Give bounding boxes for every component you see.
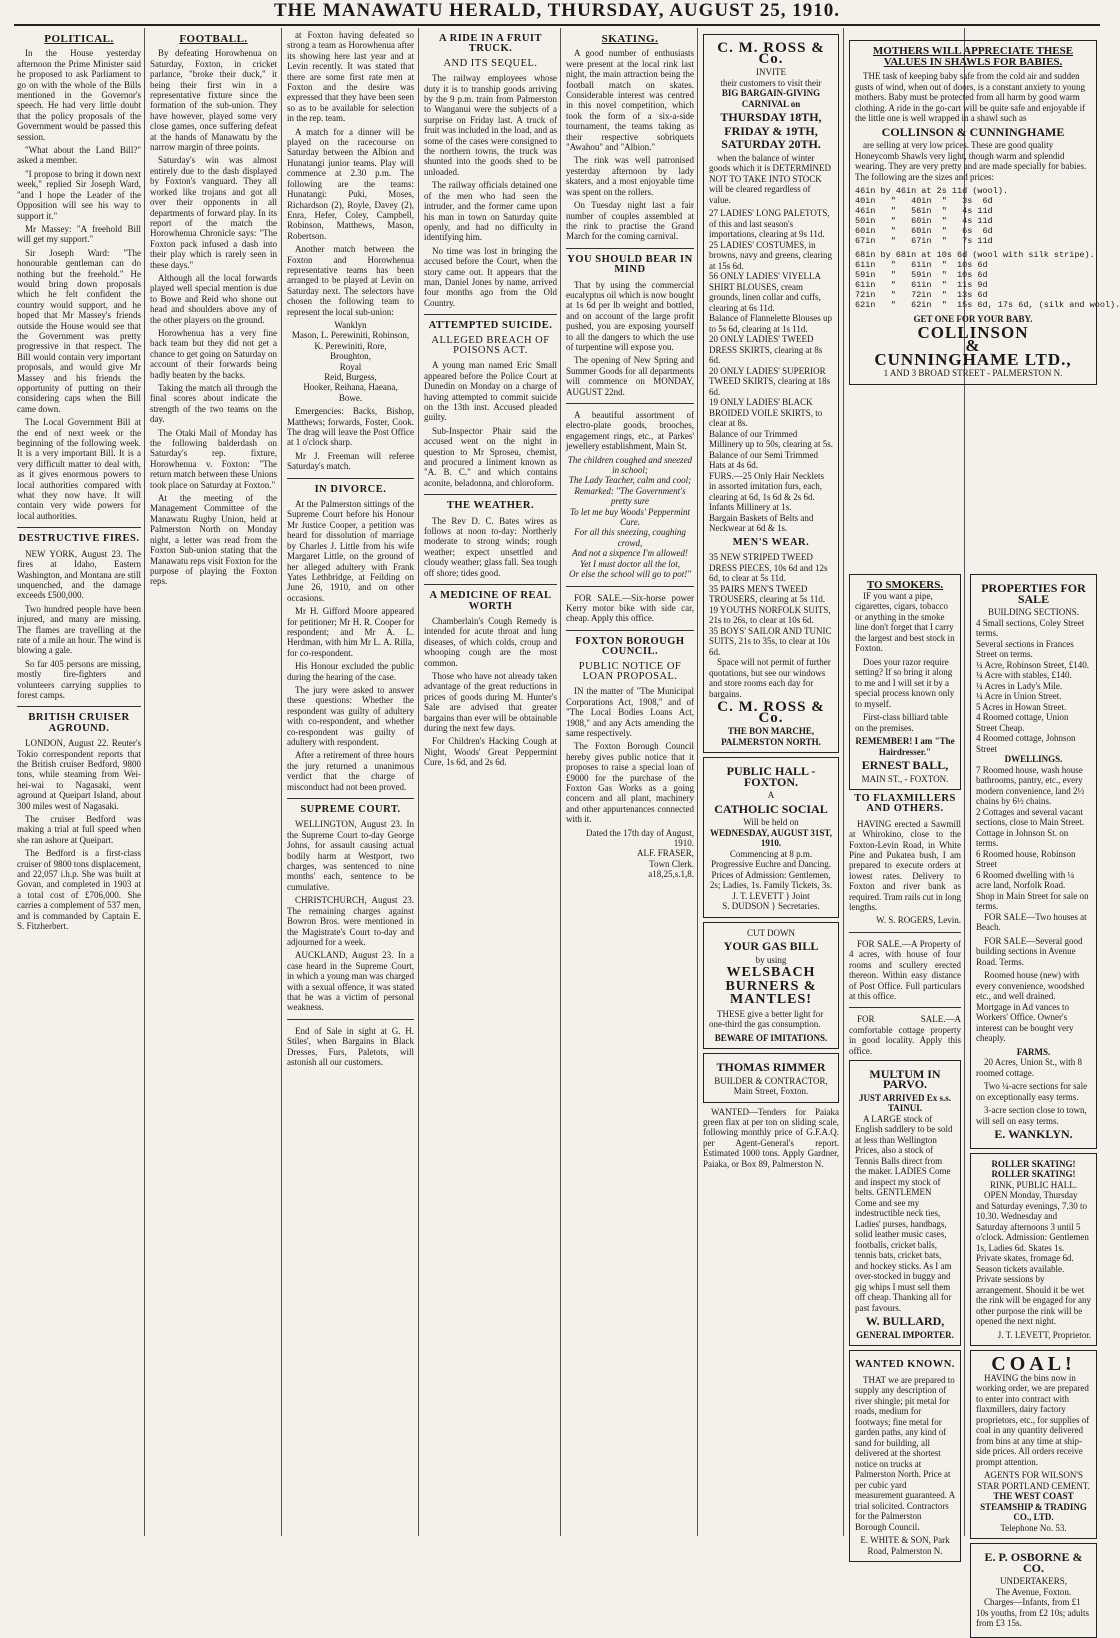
heading-weather: THE WEATHER.	[446, 500, 535, 512]
article-paragraph: The rink was well patronised yesterday afternoon by lady skaters, and a most enjoyable time was spent on the rollers.	[566, 155, 694, 197]
ad-line: MAIN ST., - FOXTON.	[861, 773, 949, 784]
ad-paragraph: when the balance of winter goods which it is DETERMINED NOT TO TAKE INTO STOCK will be cleared regardless of value.	[709, 152, 831, 205]
article-paragraph: The railway employees whose duty it is to tranship goods arriving by the 9 p.m. train from Palmerston to Wanganui were the subjects of a surprise on Friday last. A truck of fruit was included in the load, and as some of the cases were consigned to the northern towns, the truck was shunted into the goods shed to be unloaded.	[424, 73, 557, 177]
article-paragraph: The cruiser Bedford was making a trial at full speed when she ran ashore at Queipart.	[17, 814, 141, 845]
ad-date: 18TH,	[789, 110, 822, 124]
column-1	[14, 30, 144, 1534]
ad-line: Progressive Euchre and Dancing.	[711, 859, 831, 869]
ad-line: PALMERSTON NORTH.	[721, 736, 821, 747]
ad-line: Commencing at 8 p.m.	[729, 848, 813, 859]
heading-destructive-fires: DESTRUCTIVE FIRES.	[18, 533, 140, 545]
shawl-advert	[846, 30, 1120, 378]
article-paragraph: Those who have not already taken advantage of the great reductions in prices of goods during M. Hunter's Sale are advised that greater bargains than ever will be obtainable during the next few days.	[424, 670, 557, 733]
heading-mens-wear: MEN'S WEAR.	[732, 536, 810, 548]
section-divider	[566, 586, 694, 587]
article-paragraph: Two hundred people have been injured, and many are missing. The flames are travelling at the rate of a mile an hour. The wind is blowing a gale.	[17, 603, 141, 656]
ad-line: by using	[755, 954, 787, 965]
ad-headline: TO SMOKERS.	[866, 579, 944, 591]
cm-ross-advert	[703, 34, 839, 753]
ad-line: CUT DOWN	[746, 927, 796, 938]
article-paragraph: Saturday's win was almost entirely due to the dash displayed by Foxton's vanguard. They all worked like trojans and got all over their opponents in all departments of forward play. In its report of the match the Horowhenua Chronicle says: "The Foxton pack infused a dash into their play which is rarely seen in these days."	[150, 155, 277, 270]
article-paragraph: At the Palmerston sittings of the Supreme Court before his Honour Mr Justice Cooper, a petition was heard for dissolution of marriage by Charles J. Little from his wife Margaret Little, on the ground of her alleged adultery with Frank Yates Lethbridge, at Feilding on June 26, 1910, and on other occasions.	[287, 499, 414, 603]
article-paragraph: Emergencies: Backs, Bishop, Matthews; forwards, Foster, Cook. The drag will leave the Post Office at 1 o'clock sharp.	[287, 406, 414, 448]
properties-advert	[970, 574, 1097, 1149]
article-paragraph: Taking the match all through the final scores about indicate the strength of the two teams on the day.	[150, 383, 277, 425]
ad-headline: MOTHERS WILL APPRECIATE THESE	[872, 45, 1074, 57]
column-divider	[697, 28, 698, 1536]
ad-paragraph: Space will not permit of further quotations, but see our windows and store rooms each day for bargains.	[709, 657, 831, 699]
ad-paragraph: Two ¼-acre sections for sale on exceptionally easy terms.	[976, 1081, 1088, 1102]
heading-supreme-court: SUPREME COURT.	[300, 804, 401, 816]
section-divider	[566, 248, 694, 249]
article-paragraph: LONDON, August 22. Reuter's Tokio correspondent reports that the British cruiser Bedford, 9800 tons, while steaming from Wei-hei-wai to Nagasaki, went aground at Queipart Island, about 300 miles west of Nagasaki.	[17, 738, 141, 811]
heading-flaxmillers: TO FLAXMILLERS AND OTHERS.	[854, 793, 956, 815]
article-paragraph: The jury were asked to answer these questions: Whether the respondent was guilty of adultery with co-respondent, and whether co-respondent was guilty of adultery with respondent.	[287, 684, 414, 747]
column-6	[700, 30, 842, 1534]
heading-bear-in-mind: YOU SHOULD BEAR IN MIND	[567, 253, 693, 276]
ad-paragraph: FOR SALE—Two houses at Beach.	[976, 911, 1087, 932]
ad-line: Telephone No. 53.	[1000, 1522, 1067, 1533]
column-8	[967, 570, 1100, 1628]
ad-day: THURSDAY	[720, 110, 787, 124]
article-paragraph: AUCKLAND, August 23. In a case heard in the Supreme Court, in which a young man was charged with a sexual offence, it was stated that he was a victim of personal weakness.	[287, 950, 414, 1013]
column-divider	[144, 28, 145, 1536]
ad-paragraph: are selling at very low prices. These are good quality Honeycomb Shawls very light, though warm and splendid wearing. They are very pretty and are made specially for babies. The following are the sizes and prices:	[855, 140, 1087, 182]
article-paragraph: No time was lost in bringing the accused before the Court, when the story came out. It appears that the man, Daniel Jones by name, arrived four months ago from the Old Country.	[424, 245, 557, 308]
section-divider	[849, 1007, 961, 1008]
company-address: 1 AND 3 BROAD STREET - PALMERSTON N.	[883, 368, 1063, 378]
section-divider	[849, 932, 961, 933]
section-divider	[287, 798, 414, 799]
classified-ad: WANTED—Tenders for Paiaka green flax at per ton on sliding scale, following monthly price of G.F.A.Q. per Agent-General's report. Estimated 1000 tons. Apply Gardner, Paiaka, or Box 89, Palmerston N.	[703, 1106, 839, 1169]
ad-signature: J. T. LEVETT, Proprietor.	[997, 1329, 1091, 1340]
ad-paragraph: Charges—Infants, from £1 10s youths, from £2 10s; adults from £3 15s.	[976, 1597, 1090, 1628]
ad-items: 35 NEW STRIPED TWEED DRESS PIECES, 10s 6d and 12s 6d, to clear at 5s 11d. 35 PAIRS MEN'S TWEED TROUSERS, clearing at 5s 11d. 19 YOUTHS NORFOLK SUITS, 21s to 26s, to clear at 10s 6d. 35 BOYS' SAILOR AND TUNIC SUITS, 21s to 35s, to clear at 10s 6d.	[709, 552, 832, 657]
article-paragraph: For Children's Hacking Cough at Night, Woods' Great Peppermint Cure, 1s 6d, and 2s 6d.	[424, 736, 557, 768]
ad-line: REMEMBER! I am "The Hairdresser."	[855, 736, 955, 757]
article-paragraph: His Honour excluded the public during the hearing of the case.	[287, 661, 414, 682]
article-paragraph: Mr H. Gifford Moore appeared for petitioner; Mr H. R. Cooper for respondent; and Mr A. L. Herdman, with him Mr L. A. Rilla, for co-respondent.	[287, 606, 414, 658]
column-divider	[843, 28, 844, 1536]
ad-headline: PROPERTIES FOR SALE	[981, 581, 1086, 606]
ad-paragraph: HAVING erected a Sawmill at Whirokino, close to the Foxton-Levin Road, in White Pine and Pukatea bush, I am prepared to execute orders at lowest rates. Delivery to Foxton and river bank as required. Tram rails cut in long lengths.	[849, 818, 961, 913]
article-paragraph: The Otaki Mail of Monday has the following balderdash on Saturday's rep. fixture, Horowhenua v. Foxton: "The return match between these Unions took place on Saturday at Foxton."	[150, 427, 277, 490]
ad-paragraph: THE task of keeping baby safe from the cold air and sudden gusts of wind, when out of doors, is a constant anxiety to young mothers. Baby must be protected from all harm by good warm clothing. A ride in the go-cart will be quite safe and enjoyable if the little one is well wrapped in a shawl such as	[855, 71, 1086, 123]
article-paragraph: Although all the local forwards played well special mention is due to Bowe and Reid who shone out head and shoulders above any of the other players on the ground.	[150, 272, 277, 325]
ad-paragraph: 3-acre section close to town, will sell on easy terms.	[976, 1105, 1087, 1126]
article-paragraph: A young man named Eric Small appeared before the Police Court at Dunedin on Monday on a charge of having attempted to commit suicide on the 13th inst. Accused pleaded guilty.	[424, 360, 557, 423]
ad-line: Prices of Admission: Gentlemen, 2s; Ladies, 1s. Family Tickets, 3s.	[709, 869, 833, 890]
brand-name: COLLINSON & CUNNINGHAME	[881, 124, 1065, 139]
ad-line: INVITE	[756, 67, 786, 77]
ad-line: UNDERTAKERS,	[1000, 1576, 1067, 1586]
ad-headline: ROLLER SKATING! ROLLER SKATING!	[991, 1158, 1076, 1179]
ad-line: CATHOLIC SOCIAL	[714, 801, 828, 816]
ad-line: JUST ARRIVED Ex s.s. TAINUI.	[858, 1092, 952, 1114]
article-paragraph: Chamberlain's Cough Remedy is intended for acute throat and lung diseases, of which colds, croup and whooping cough are the most common.	[424, 615, 557, 668]
roller-skating-advert	[970, 1153, 1097, 1347]
heading-fruit-truck: A RIDE IN A FRUIT TRUCK.	[438, 33, 543, 55]
column-5	[563, 30, 697, 1534]
article-paragraph: The railway officials detained one of the men who had seen the intruder, and the former came upon his man in town on Saturday quite openly, and had no difficulty in identifying him.	[424, 180, 557, 243]
ad-headline: COAL!	[991, 1353, 1076, 1375]
ad-items: 27 LADIES' LONG PALETOTS, of this and last season's importations, clearing at 9s 11d. 25 LADIES' COSTUMES, in browns, navy and greens, clearing at 15s 6d. 56 ONLY LADIES' VIYELLA SHIRT BLOUSES, cream grounds, linen collar and cuffs, clearing at 6s 11d. Balance of Flannelette Blouses up to 5s 6d, clearing at 1s 11d. 20 ONLY LADIES' TWEED DRESS SKIRTS, clearing at 8s 6d. 20 ONLY LADIES' SUPERIOR TWEED SKIRTS, clearing at 18s 6d. 19 ONLY LADIES' BLACK BROIDED VOILE SKIRTS, to clear at 8s. Balance of our Trimmed Millinery up to 50s, clearing at 5s. Balance of our Semi Trimmed Hats at 4s 6d. FURS.—25 Only Hair Necklets in assorted imitation furs, each, clearing at 6d, 1s 6d & 2s 6d. Infants Millinery at 1s. Bargain Baskets of Belts and Neckwear at 6d & 1s.	[709, 208, 833, 533]
article-paragraph: A beautiful assortment of electro-plate goods, brooches, engagement rings, etc., at Parkes' jewellery establishment, Main St.	[566, 410, 694, 452]
heading-borough-council: FOXTON BOROUGH COUNCIL.	[575, 635, 685, 658]
ad-subheading: RINK, PUBLIC HALL.	[990, 1179, 1077, 1190]
section-divider	[17, 706, 141, 707]
ad-line: BEWARE OF IMITATIONS.	[714, 1032, 828, 1043]
ad-line: YOUR GAS BILL	[723, 939, 819, 953]
multum-advert	[849, 1060, 961, 1347]
ad-line: A	[767, 790, 775, 800]
ad-paragraph: IF you want a pipe, cigarettes, cigars, tobacco or anything in the smoke line don't forget that I carry the largest and best stock in Foxton.	[855, 590, 955, 653]
heading-attempted-suicide: ATTEMPTED SUICIDE.	[428, 320, 553, 332]
welsbach-advert	[703, 922, 839, 1050]
advertiser-name: W. BULLARD,	[865, 1314, 945, 1329]
article-paragraph: "What about the Land Bill?" asked a member.	[17, 145, 141, 166]
ad-line: BURNERS &	[725, 978, 817, 994]
section-divider	[424, 314, 557, 315]
article-paragraph: On Tuesday night last a fair number of couples assembled at the rink to practise the Grand March for the coming carnival.	[566, 200, 694, 242]
advertiser-name: C. M. ROSS & Co.	[717, 699, 825, 726]
ad-headline: WANTED KNOWN.	[855, 1359, 955, 1371]
property-list: 7 Roomed house, wash house bathrooms, pantry, etc., every modern convenience, land 2½ chains by 6½ chains. 2 Cottages and several vacant sections, close to Main Street. Cottage in Johnson St. on terms. 6 Roomed house, Robinson Street 6 Roomed dwelling with ¼ acre land, Norfolk Road. Shop in Main Street for sale on terms.	[976, 764, 1089, 911]
ad-line: Main Street, Foxton.	[733, 1086, 809, 1096]
article-paragraph: IN the matter of "The Municipal Corporations Act, 1908," and of "The Local Bodies Loans Act, 1908," and any Acts amending the same respectively.	[566, 686, 694, 738]
ad-paragraph: FOR SALE—Several good building sections in Avenue Road. Terms.	[976, 935, 1083, 967]
ad-date-line	[709, 112, 833, 123]
ad-paragraph: HAVING the bins now in working order, we are prepared to enter into contract with flaxmillers, dairy factory proprietors, etc., for supplies of coal in any quantity delivered from bins at any time at ship-side prices. All orders receive prompt attention.	[976, 1372, 1090, 1467]
shawl-advert-box	[849, 40, 1120, 385]
subheading: PUBLIC NOTICE OF LOAN PROPOSAL.	[578, 660, 682, 682]
article-paragraph: at Foxton having defeated so strong a team as Horowhenua after its showing here last year and at Levin recently. It was stated that there are some first rate men at Foxton and the desire was expressed that they have been seen so as to be available for selection in the rep. team.	[287, 30, 414, 124]
company-name: &	[965, 336, 981, 355]
call-to-action: GET ONE FOR YOUR BABY.	[913, 314, 1033, 324]
column-4	[421, 30, 560, 1534]
article-paragraph: The opening of New Spring and Summer Goods for all departments will commence on MONDAY, AUGUST 22nd.	[566, 355, 694, 397]
ad-subheading: FARMS.	[1016, 1046, 1051, 1057]
heading-political: POLITICAL.	[44, 33, 114, 45]
masthead: THE MANAWATU HERALD, THURSDAY, AUGUST 25, 1910.	[273, 0, 841, 21]
price-table: 68in by 68in at 10s 6d (wool with silk stripe). 61in " 61in " 10s 6d 59in " 59in " 10s 6d 61in " 61in " 11s 9d 72in " 72in " 13s 6d 62in " 62in " 15s 6d, 17s 6d, (silk and wool).	[855, 250, 1120, 310]
section-divider	[287, 1019, 414, 1020]
advertiser-name: C. M. ROSS & Co.	[717, 40, 825, 67]
column-3	[284, 30, 417, 1534]
article-paragraph: At the meeting of the Management Committee of the Manawatu Rugby Union, held at Palmerston North on Monday night, a letter was read from the Foxton Sub-union stating that the Manawatu reps visit Foxton for the purpose of playing the Foxton reps.	[150, 493, 277, 587]
ad-paragraph: A LARGE stock of English saddlery to be sold at less than Wellington Prices, also a stock of Tennis Balls direct from the maker. LADIES Come and inspect my stock of belts. GENTLEMEN Come and see my indestructible neck ties, Ladies' purses, handbags, solid leather music cases, footballs, cricket balls, tennis bats, cricket bats, and hockey sticks. As I am over-stocked in buggy and gig whips I must sell them off cheap. Thanking all for past favours.	[855, 1113, 953, 1313]
company-name: CUNNINGHAME LTD.,	[874, 349, 1072, 369]
ad-paragraph: OPEN Monday, Thursday and Saturday evenings, 7.30 to 10.30. Wednesday and Saturday afternoons 3 until 5 o'clock. Admission: Gentlemen 1s, Ladies 6d. Skates 1s. Private skates, fromage 6d. Season tickets available. Private sessions by arrangement. Should it be wet the rink will be engaged for any other purpose the rink will be opened the next night.	[976, 1190, 1091, 1326]
article-paragraph: So far 405 persons are missing, mostly fire-fighters and volunteers carrying supplies to forest camps.	[17, 658, 141, 700]
ad-line: their customers to visit their	[720, 77, 822, 88]
subheading: ALLEGED BREACH OF POISONS ACT.	[431, 334, 550, 356]
article-paragraph: The Bedford is a first-class cruiser of 9800 tons displacement, and 22,057 i.h.p. She was built at Govan, and completed in 1903 at a total cost of £706,000. She carries a complement of 537 men, and is commanded by Captain E. S. Fitzherbert.	[17, 848, 141, 932]
column-divider	[560, 28, 561, 1536]
ad-line: GENERAL IMPORTER.	[856, 1329, 954, 1340]
column-divider	[281, 28, 282, 1536]
coal-advert	[970, 1350, 1097, 1539]
article-paragraph: Sub-Inspector Phair said the accused went on the night in question to Mr Sproseu, chemist, and procured a liniment known as "A. B. C." and which contains aconite, beladonna, and chloroform.	[424, 425, 557, 488]
ad-date: 20TH.	[788, 137, 821, 151]
section-divider	[424, 494, 557, 495]
column-7-lower	[846, 570, 964, 1556]
ad-paragraph: 20 Acres, Union St., with 8 roomed cottage.	[976, 1057, 1082, 1078]
notice-signature: Dated the 17th day of August, 1910. ALF. FRASER, Town Clerk. a18,25,s.1,8.	[586, 827, 694, 880]
ad-subheading: DWELLINGS.	[1004, 754, 1063, 764]
ad-date: 19TH,	[785, 123, 818, 138]
company-name: COLLINSON	[917, 322, 1029, 342]
heading-football: FOOTBALL.	[179, 33, 248, 45]
section-divider	[287, 478, 414, 479]
ad-line: THE BON MARCHE,	[727, 726, 815, 736]
advertiser-name: THOMAS RIMMER	[716, 1060, 826, 1074]
column-2	[147, 30, 280, 1534]
article-paragraph: Mr Massey: "A freehold Bill will get my support."	[17, 223, 141, 245]
rimmer-advert	[703, 1053, 839, 1103]
ad-line: J. T. LEVETT } Joint S. DUDSON } Secretaries.	[722, 890, 820, 911]
ad-headline: MULTUM IN PARVO.	[869, 1066, 941, 1092]
ad-line: BUILDER & CONTRACTOR,	[714, 1075, 828, 1086]
ad-date-line	[709, 123, 833, 138]
section-divider	[566, 403, 694, 404]
ad-paragraph: THAT we are prepared to supply any description of river shingle; pit metal for roads, medium for footways; fine metal for garden paths, any kind of sand for building, all delivered at the shortest notice on trucks at Palmerston North. Price at per cubic yard measurement guaranteed. A trial solicited. Contractors for the Palmerston Borough Council.	[855, 1374, 955, 1532]
ad-line: Will be held on	[743, 817, 799, 827]
ad-line: WEDNESDAY, AUGUST 31ST, 1910.	[709, 827, 833, 848]
heading-british-cruiser: BRITISH CRUISER AGROUND.	[28, 712, 130, 734]
advertiser-name: E. WANKLYN.	[994, 1127, 1073, 1141]
wanted-known-advert	[849, 1350, 961, 1562]
poem: The children coughed and sneezed in school; The Lady Teacher, calm and cool; Remarked: "The Government's pretty sure To let me buy Woods' Peppermint Cure. For all this sneezing, coughing crowd, And not a sixpence I'm allowed! Yet I must doctor all the lot, Or else the school will go to pot!"	[567, 454, 693, 580]
article-paragraph: NEW YORK, August 23. The fires at Idaho, Eastern Washington, and Montana are still unquenched, and the damage exceeds £500,000.	[17, 548, 141, 601]
article-paragraph: WELLINGTON, August 23. In the Supreme Court to-day George Johns, for assault causing actual bodily harm at Westport, two charges, was sentenced to nine months' each, sentence to be cumulative.	[287, 819, 414, 892]
ad-day: FRIDAY &	[724, 123, 783, 138]
ad-date-line	[709, 139, 833, 150]
heading-in-divorce: IN DIVORCE.	[314, 483, 387, 495]
ad-subheading: BUILDING SECTIONS.	[988, 607, 1079, 617]
article-paragraph: The Rev D. C. Bates wires as follows at noon to-day: Northerly moderate to strong winds; rough weather; expect unsettled and cloudy weather; glass fall. Sea tough off shore; tides good.	[424, 515, 557, 578]
article-paragraph: Horowhenua has a very fine back team but they did not get a chance to get going on Saturday on account of their forwards being badly beaten by the backs.	[150, 327, 277, 380]
subheading: AND ITS SEQUEL.	[443, 57, 538, 69]
article-paragraph: The Foxton Borough Council hereby gives public notice that it proposes to raise a special loan of £9000 for the purchase of the Foxton Gas Works as a going concern and all plant, machinery and other appurtenances connected with it.	[566, 741, 694, 825]
article-paragraph: Mr J. Freeman will referee Saturday's match.	[287, 450, 414, 472]
masthead-rule	[14, 24, 1100, 26]
section-divider	[17, 527, 141, 528]
article-paragraph: A good number of enthusiasts were present at the local rink last night, the main attraction being the football match on skates. Considerable interest was centred in this novel competition, which took the form of a six-a-side tournament, the teams taking as their respective sobriquets "Awahou" and "Albion."	[566, 48, 694, 153]
ad-line: AGENTS FOR WILSON'S STAR PORTLAND CEMENT.	[977, 1470, 1090, 1491]
article-paragraph: CHRISTCHURCH, August 23. The remaining charges against Bowron Bros. were mentioned in the Magistrate's Court to-day and adjourned for a week.	[287, 895, 414, 947]
advertiser-name: THE WEST COAST STEAMSHIP & TRADING CO., LTD.	[980, 1491, 1087, 1522]
ad-headline: VALUES IN SHAWLS FOR BABIES.	[883, 55, 1063, 68]
smokers-advert	[849, 574, 961, 790]
ad-day: SATURDAY	[721, 137, 786, 151]
article-paragraph: By defeating Horowhenua on Saturday, Foxton, in cricket parlance, "broke their duck," it being their first win in a representative fixture since the formation of the sub-union. They have however, played some very close games, once suffering defeat at the hands of Manawatu by the narrow margin of three points.	[150, 48, 277, 153]
ad-paragraph: First-class billiard table on the premises.	[855, 712, 948, 733]
ad-signature: W. S. ROGERS, Levin.	[876, 915, 961, 926]
catholic-social-advert	[703, 757, 839, 918]
ad-line: The Avenue, Foxton.	[995, 1586, 1072, 1597]
property-list: 4 Small sections, Coley Street terms. Several sections in Frances Street on terms. ¼ Acre, Robinson Street, £140. ¼ Acre with stables, £140. ¼ Acres in Lady's Mile. ¼ Acre in Union Street. 5 Acres in Howan Street. 4 Roomed cottage, Union Street Cheap. 4 Roomed cottage, Johnson Street	[976, 617, 1089, 754]
article-paragraph: After a retirement of three hours the jury returned a unanimous verdict that the charge of misconduct had not been proved.	[287, 750, 414, 792]
column-divider	[418, 28, 419, 1536]
ad-paragraph: THESE give a better light for one-third the gas consumption.	[709, 1008, 824, 1029]
article-paragraph: "I propose to bring it down next week," replied Sir Joseph Ward, "and I hope the Leader of the Opposition will see his way to support it."	[17, 168, 141, 221]
article-paragraph: Sir Joseph Ward: "The honourable gentleman can do nothing but the freehold." He would bring down proposals which he felt confident the country would support, and he hoped that Mr Massey's friends outside the House would see that the Government was pretty progressive in that respect. The Bill would contain very important proposals, and would give Mr Massey and his friends the opportunity of putting on their considering caps when the Bill came down.	[17, 247, 141, 414]
undertaker-advert	[970, 1543, 1097, 1638]
classified-ad: FOR SALE.—Six-horse power Kerry motor bike with side car, cheap. Apply this office.	[566, 592, 694, 624]
heading-medicine: A MEDICINE OF REAL WORTH	[429, 590, 552, 612]
article-paragraph: In the House yesterday afternoon the Prime Minister said he proposed to ask Parliament to go on with the whole of the Bills mentioned in the Governor's speech. He had very little doubt that the policy proposals of the Government would be passed this session.	[17, 48, 141, 142]
article-paragraph: Another match between the Foxton and Horowhenua representative teams has been arranged to be played at Levin on Saturday next. The selectors have chosen the following team to represent the local sub-union:	[287, 244, 414, 317]
team-list: Wanklyn Mason, L. Perewiniti, Robinson, K. Perewiniti, Rore, Broughton, Royal Reid, Burgess, Hooker, Reihana, Haeana, Bowe.	[291, 319, 410, 403]
ad-line: WELSBACH	[726, 965, 816, 980]
heading-skating: SKATING.	[601, 33, 659, 45]
ad-paragraph: Roomed house (new) with every convenience, woodshed etc., and well drained. Mortgage in Ad vances to Workers' Office. Owner's interest can be bought very cheaply.	[976, 970, 1085, 1043]
ad-signature: E. WHITE & SON, Park Road, Palmerston N.	[860, 1535, 950, 1556]
article-paragraph: That by using the commercial eucalyptus oil which is now bought at 1s 6d per lb weight and bottled, and on account of the large profit pushed, you are exposing yourself to all the dangers to which the use of turpentine will expose you.	[566, 279, 694, 352]
article-paragraph: A match for a dinner will be played on the racecourse on Saturday between the Albion and Hunatangi junior teams. Play will commence at 2.30 p.m. The following are the teams: Hunatangi: Puki, Moses, Richardson (2), Royle, Davey (2), Enra, Hefer, Coley, Campbell, Robinson, Matthews, Mason, Robertson.	[287, 126, 414, 241]
section-divider	[424, 584, 557, 585]
ad-line: BIG BARGAIN-GIVING CARNIVAL on	[721, 88, 821, 109]
article-paragraph: The Local Government Bill at the end of next week or the beginning of the following week. It is a very important Bill. It is a very difficult matter to deal with, as it gives enormous powers to local authorities compared with what they now have. It will contain very wide powers for local authorities.	[17, 417, 141, 521]
ad-line: PUBLIC HALL - FOXTON.	[726, 764, 816, 789]
classified-ad: FOR SALE.—A Property of 4 acres, with house of four rooms and scullery erected thereon. Within easy distance of Post Office. Full particulars at this office.	[849, 938, 961, 1001]
ad-paragraph: Does your razor require setting? If so bring it along to me and I will set it by a special process known only to myself.	[855, 656, 955, 709]
section-divider	[566, 630, 694, 631]
price-table: 46in by 46in at 2s 11d (wool). 40in " 40in " 3s 6d 46in " 56in " 4s 11d 50in " 60in " 4s 11d 60in " 60in " 6s 6d 67in " 67in " 7s 11d	[855, 186, 1009, 246]
ad-line: MANTLES!	[730, 992, 812, 1007]
article-paragraph: End of Sale in sight at G. H. Stiles', when Bargains in Black Dresses, Furs, Paletots, will astonish all our customers.	[287, 1025, 414, 1067]
classified-ad: FOR SALE.—A comfortable cottage property in good locality. Apply this office.	[849, 1014, 961, 1056]
advertiser-name: E. P. OSBORNE & CO.	[984, 1550, 1083, 1575]
advertiser-name: ERNEST BALL,	[861, 758, 949, 772]
